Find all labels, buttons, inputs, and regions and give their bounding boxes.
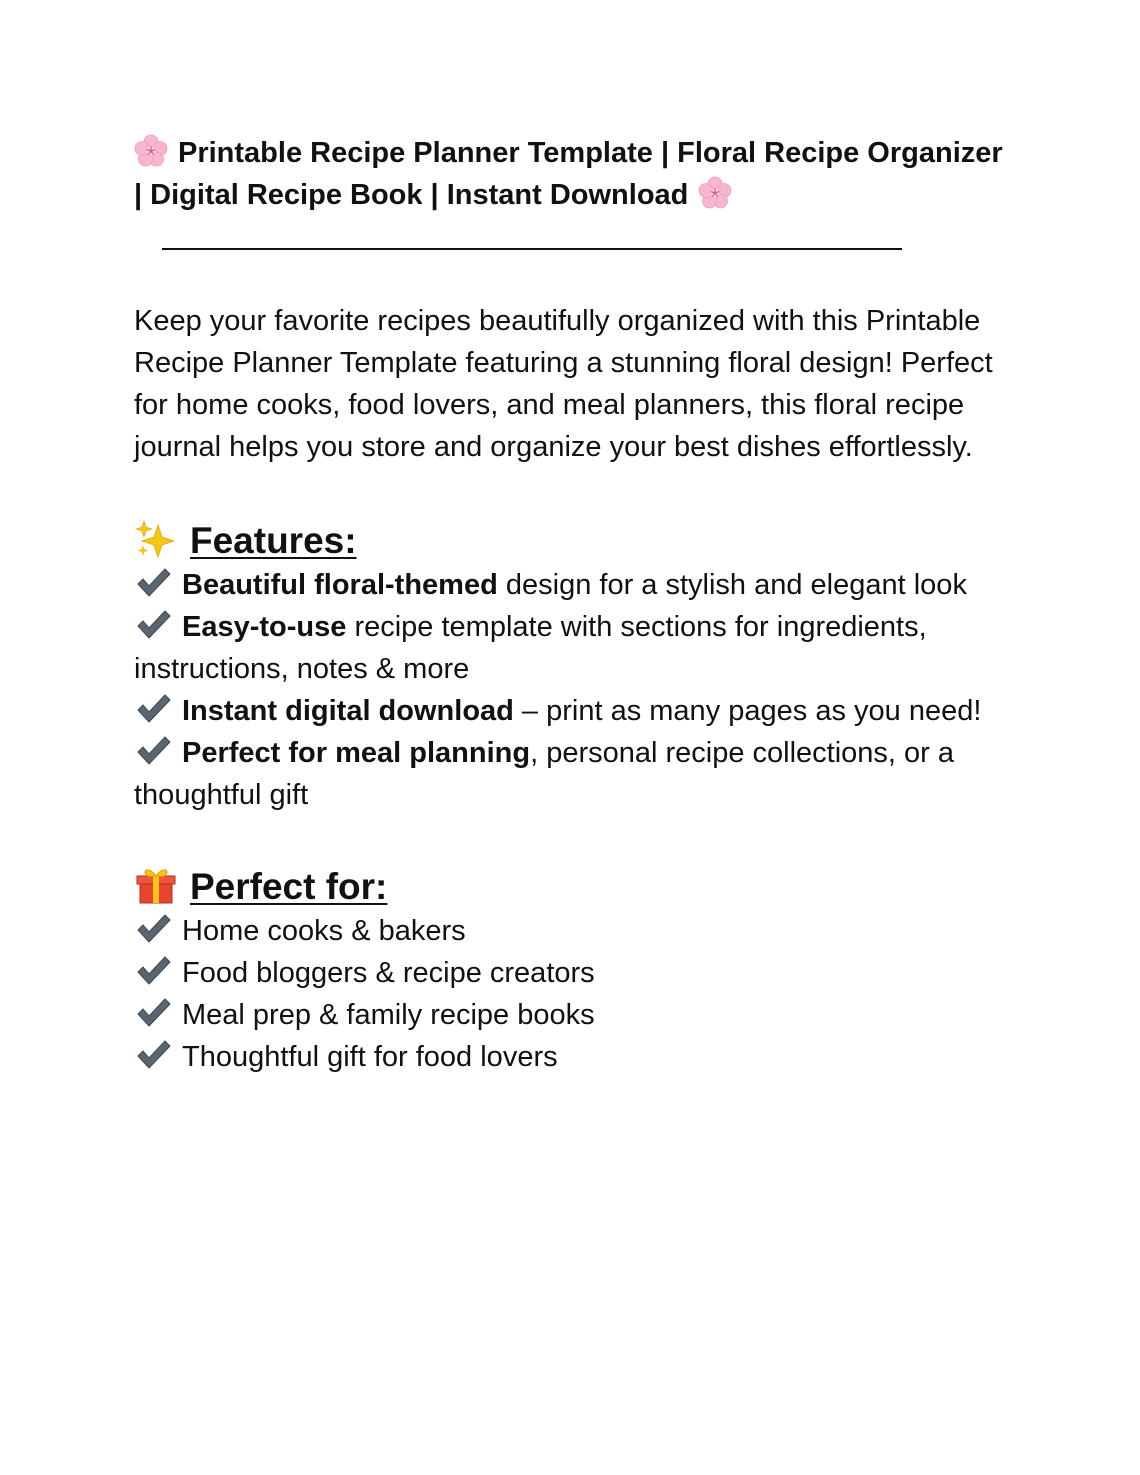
feature-highlight: Perfect for meal planning xyxy=(182,737,531,769)
feature-highlight: Beautiful floral-themed xyxy=(182,569,498,601)
check-mark-icon xyxy=(134,954,172,988)
feature-text: recipe template with sections for ingredients, instructions, notes & more xyxy=(134,611,927,685)
audience-text: Home cooks & bakers xyxy=(182,915,466,947)
gift-icon xyxy=(134,865,178,905)
audience-text: Food bloggers & recipe creators xyxy=(182,957,595,989)
check-mark-icon xyxy=(134,566,172,600)
features-heading xyxy=(134,518,1014,564)
divider-line xyxy=(162,248,902,250)
feature-highlight: Easy-to-use xyxy=(182,611,347,643)
feature-text: , personal recipe collections, or a thoughtful gift xyxy=(134,737,955,811)
list-item xyxy=(134,952,1014,994)
document-title xyxy=(134,132,1014,216)
list-item xyxy=(134,910,1014,952)
title-text: Printable Recipe Planner Template | Floral Recipe Organizer | Digital Recipe Book | Instant Download xyxy=(134,137,1003,211)
check-mark-icon xyxy=(134,692,172,726)
list-item xyxy=(134,994,1014,1036)
feature-highlight: Instant digital download xyxy=(182,695,514,727)
sparkles-icon xyxy=(134,519,178,559)
list-item xyxy=(134,564,1014,606)
document-page xyxy=(134,132,1014,1078)
features-heading-text: Features: xyxy=(190,520,357,561)
intro-paragraph: Keep your favorite recipes beautifully organized with this Printable Recipe Planner Template featuring a stunning floral design! Perfect for home cooks, food lovers, and meal planners, this floral recipe journal helps you store and organize your best dishes effortlessly. xyxy=(134,305,993,463)
list-item xyxy=(134,732,1014,816)
list-item xyxy=(134,1036,1014,1078)
check-mark-icon xyxy=(134,734,172,768)
feature-text: design for a stylish and elegant look xyxy=(497,569,967,601)
perfect-for-list xyxy=(134,910,1014,1078)
features-list xyxy=(134,564,1014,816)
check-mark-icon xyxy=(134,912,172,946)
feature-text: – print as many pages as you need! xyxy=(513,695,982,727)
list-item xyxy=(134,690,1014,732)
check-mark-icon xyxy=(134,608,172,642)
cherry-blossom-icon xyxy=(698,176,732,210)
check-mark-icon xyxy=(134,996,172,1030)
perfect-for-heading xyxy=(134,864,1014,910)
cherry-blossom-icon xyxy=(134,134,168,168)
perfect-for-heading-text: Perfect for: xyxy=(190,866,388,907)
audience-text: Thoughtful gift for food lovers xyxy=(182,1041,558,1073)
check-mark-icon xyxy=(134,1038,172,1072)
list-item xyxy=(134,606,1014,690)
audience-text: Meal prep & family recipe books xyxy=(182,999,595,1031)
